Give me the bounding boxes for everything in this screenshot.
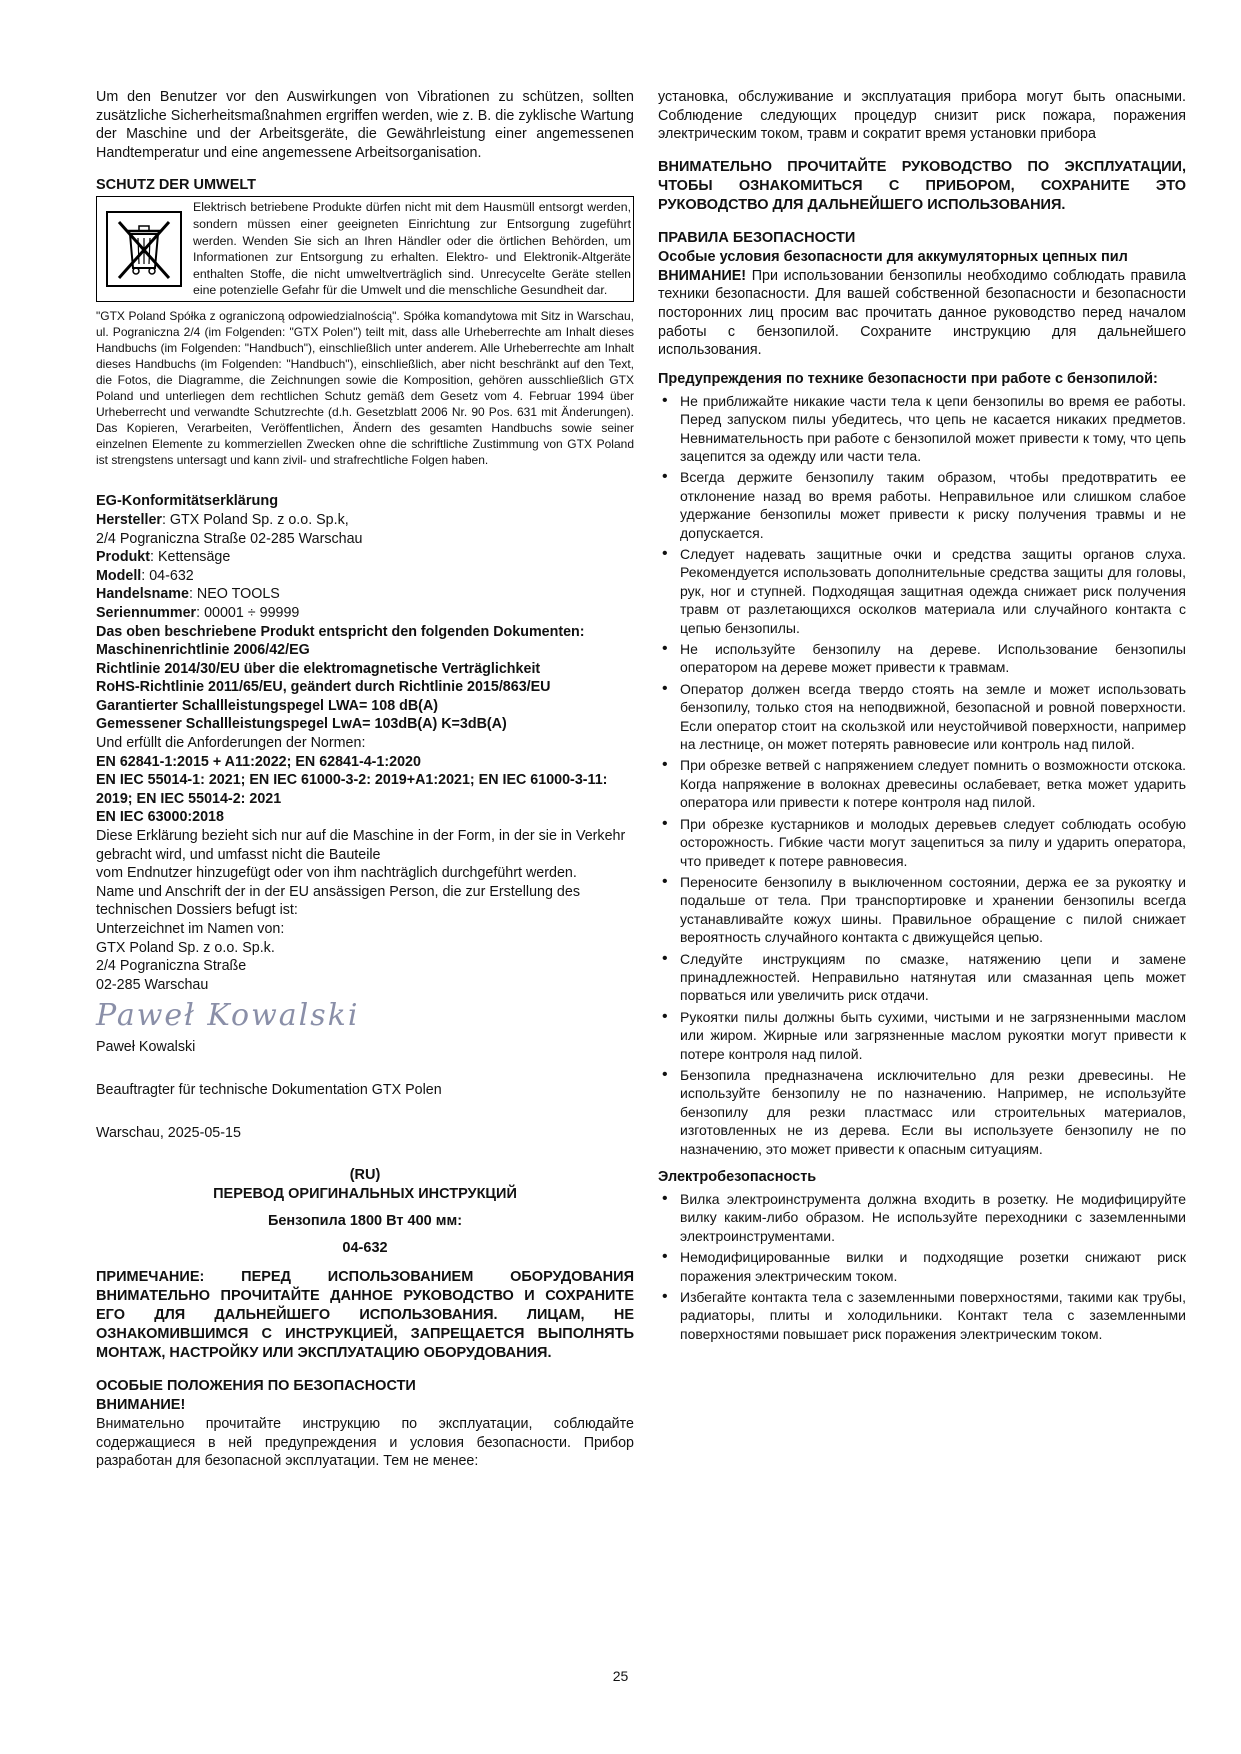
env-text: Elektrisch betriebene Produkte dürfen nicht mit dem Hausmüll entsorgt werden, sondern müssen einer geeigneten Einrichtung zur Entsorgung zugeführt werden. Wenden Sie sich an Ihren Händler oder die örtlichen Behörden, um Informationen zur Entsorgung zu erhalten. Elektro- und Elektronik-Altgeräte enthalten Stoffe, die nicht umweltverträglich sind. Unrecycelte Geräte stellen eine potenzielle Gefahr für die Umwelt und die menschliche Gesundheit dar.	[193, 200, 631, 298]
ru-translation-title: ПЕРЕВОД ОРИГИНАЛЬНЫХ ИНСТРУКЦИЙ	[213, 1186, 517, 1203]
crossed-out-wheelie-bin-icon	[99, 199, 189, 299]
norms-line-1: EN 62841-1:2015 + A11:2022; EN 62841-4-1:2020	[96, 753, 421, 770]
product-label: Produkt	[96, 549, 151, 566]
read-manual-heading: ВНИМАТЕЛЬНО ПРОЧИТАЙТЕ РУКОВОДСТВО ПО ЭКСПЛУАТАЦИИ, ЧТОБЫ ОЗНАКОМИТЬСЯ С ПРИБОРОМ, СОХРАНИТЕ ЭТО РУКОВОДСТВО ДЛЯ ДАЛЬНЕЙШЕГО ИСПОЛЬЗОВАНИЯ.	[658, 158, 1186, 213]
left-column	[96, 88, 634, 1471]
right-column	[658, 88, 1186, 1343]
list-item: • Не используйте бензопилу на дереве. Использование бензопилы оператором на дереве может привести к травмам.	[658, 640, 1186, 677]
intro-paragraph: установка, обслуживание и эксплуатация прибора могут быть опасными. Соблюдение следующих процедур снизит риск пожара, поражения электрическим током, травм и сократит время установки прибора	[658, 89, 1186, 143]
model-label: Modell	[96, 567, 142, 584]
directive-emc: Richtlinie 2014/30/EU über die elektromagnetische Verträglichkeit	[96, 660, 541, 677]
trade-label: Handelsname	[96, 586, 189, 603]
serial-label: Seriennummer	[96, 604, 197, 621]
ec-details	[96, 511, 634, 994]
sound-measured: Gemessener Schallleistungspegel LwA= 103dB(A) K=3dB(A)	[96, 716, 507, 733]
serial-line	[96, 604, 634, 623]
signer-role: Beauftragter für technische Dokumentation GTX Polen	[96, 1081, 442, 1098]
attention-label: ВНИМАНИЕ!	[658, 267, 747, 284]
company-city: 02-285 Warschau	[96, 976, 209, 993]
ru-special-text: Внимательно прочитайте инструкцию по эксплуатации, соблюдайте содержащиеся в ней предупреждения и условия безопасности. Прибор разработан для безопасной эксплуатации. Тем не менее:	[96, 1416, 634, 1470]
company-name: GTX Poland Sp. z o.o. Sp.k.	[96, 939, 275, 956]
trade-line	[96, 585, 634, 604]
list-item: • Следует надевать защитные очки и средства защиты органов слуха. Рекомендуется использовать дополнительные средства защиты для головы, рук, ног и ступней. Подходящая защитная одежда снижает риск получения травм от разлетающихся осколков материала или случайного контакта с цепью бензопилы.	[658, 545, 1186, 637]
manufacturer-label: Hersteller	[96, 511, 162, 528]
warnings-heading: Предупреждения по технике безопасности при работе с бензопилой:	[658, 370, 1158, 387]
ru-model: 04-632	[342, 1240, 388, 1257]
ru-note: ПРИМЕЧАНИЕ: ПЕРЕД ИСПОЛЬЗОВАНИЕМ ОБОРУДОВАНИЯ ВНИМАТЕЛЬНО ПРОЧИТАЙТЕ ДАННОЕ РУКОВОДСТВО И СОХРАНИТЕ ЕГО ДЛЯ ДАЛЬНЕЙШЕГО ИСПОЛЬЗОВАНИЯ. ЛИЦАМ, НЕ ОЗНАКОМИВШИМСЯ С ИНСТРУКЦИЕЙ, ЗАПРЕЩАЕТСЯ ВЫПОЛНЯТЬ МОНТАЖ, НАСТРОЙКУ ИЛИ ЭКСПЛУАТАЦИЮ ОБОРУДОВАНИЯ.	[96, 1269, 634, 1362]
manufacturer-line	[96, 511, 634, 530]
directive-machinery: Maschinenrichtlinie 2006/42/EG	[96, 642, 310, 659]
list-item: • Следуйте инструкциям по смазке, натяжению цепи и замене принадлежностей. Неправильно натянутая или смазанная цепь может порваться или увеличить риск отдачи.	[658, 950, 1186, 1005]
place-date: Warschau, 2025-05-15	[96, 1124, 241, 1141]
env-heading: SCHUTZ DER UMWELT	[96, 177, 257, 194]
sound-guaranteed: Garantierter Schallleistungspegel LWA= 108 dB(A)	[96, 697, 439, 714]
signed-on-behalf: Unterzeichnet im Namen von:	[96, 921, 285, 937]
ru-product-title: Бензопила 1800 Вт 400 мм:	[267, 1213, 463, 1230]
list-item: • Оператор должен всегда твердо стоять на земле и может использовать бензопилу, только стоя на неподвижной, безопасной и ровной поверхности. Если оператор стоит на скользкой или неустойчивой поверхности, например на лестнице, он может потерять равновесие или контроль над пилой.	[658, 680, 1186, 754]
ru-code: (RU)	[349, 1167, 381, 1184]
norms-intro: Und erfüllt die Anforderungen der Normen:	[96, 735, 366, 752]
model-line	[96, 567, 634, 586]
ru-attention: ВНИМАНИЕ!	[96, 1397, 186, 1414]
electrical-list	[658, 1190, 1186, 1343]
list-item: • Рукоятки пилы должны быть сухими, чистыми и не загрязненными маслом или жиром. Жирные или загрязненные маслом рукоятки могут привести к потере контроля над пилой.	[658, 1008, 1186, 1063]
list-item: • При обрезке кустарников и молодых деревьев следует соблюдать особую осторожность. Гибкие части могут зацепиться за пилу и ударить оператора, что приведет к потере равновесия.	[658, 815, 1186, 870]
ru-special-heading: ОСОБЫЕ ПОЛОЖЕНИЯ ПО БЕЗОПАСНОСТИ	[96, 1378, 416, 1395]
serial-value: : 00001 ÷ 99999	[196, 604, 300, 621]
battery-heading: Особые условия безопасности для аккумуляторных цепных пил	[658, 248, 1128, 265]
env-box	[96, 196, 634, 302]
warnings-list	[658, 392, 1186, 1158]
copyright-paragraph: "GTX Poland Spółka z ograniczoną odpowiedzialnością". Spółka komandytowa mit Sitz in Warschau, ul. Pograniczna 2/4 (im Folgenden: "GTX Polen") teilt mit, dass alle Urheberrechte am Inhalt dieses Handbuchs (im Folgenden: "Handbuch"), einschließlich unter anderem. Alle Urheberrechte am Inhalt dieses Handbuchs (im Folgenden: "Handbuch"), einschließlich, aber nicht beschränkt auf den Text, die Fotos, die Diagramme, die Zeichnungen sowie die Komposition, gehören ausschließlich GTX Poland und unterliegen dem rechtlichen Schutz gemäß dem Gesetz vom 4. Februar 1994 über Urheberrecht und verwandte Schutzrechte (d.h. Gesetzblatt 2006 Nr. 90 Pos. 631 mit Änderungen). Das Kopieren, Verarbeiten, Veröffentlichen, Ändern des gesamten Handbuchs sowie seiner einzelnen Elemente zu kommerziellen Zwecken ohne die schriftliche Zustimmung von GTX Poland ist strengstens untersagt und kann zivil- und strafrechtliche Folgen haben.	[96, 308, 634, 467]
list-item: • Бензопила предназначена исключительно для резки древесины. Не используйте бензопилу не по назначению. Например, не используйте бензопилу для резки пластмасс или строительных материалов, изготовленных не из дерева. Если вы используете бензопилу не по назначению, это может привести к опасным ситуациям.	[658, 1066, 1186, 1158]
norms-line-3: EN IEC 63000:2018	[96, 809, 224, 826]
product-line	[96, 548, 634, 567]
attention-text: При использовании бензопилы необходимо соблюдать правила техники безопасности. Для вашей собственной безопасности и безопасности посторонних лиц просим вас прочитать данное руководство перед началом работы с бензопилой. Сохраните инструкцию для дальнейшего использования.	[658, 267, 1186, 359]
electrical-heading: Электробезопасность	[658, 1169, 817, 1185]
signature: Paweł Kowalski	[96, 998, 360, 1034]
norms-line-2: EN IEC 55014-1: 2021; EN IEC 61000-3-2: 2019+A1:2021; EN IEC 61000-3-11: 2019; EN IEC 55014-2: 2021	[96, 772, 608, 807]
attention-paragraph	[658, 267, 1186, 360]
page-number: 25	[612, 1668, 629, 1684]
vibration-paragraph: Um den Benutzer vor den Auswirkungen von Vibrationen zu schützen, sollten zusätzliche Sicherheitsmaßnahmen ergriffen werden, wie z. B. die zyklische Wartung der Maschine und der Arbeitsgeräte, die Gewährleistung einer angemessenen Handtemperatur und eine angemessene Arbeitsorganisation.	[96, 89, 634, 161]
dossier-text: Name und Anschrift der in der EU ansässigen Person, die zur Erstellung des technischen Dossiers befugt ist:	[96, 883, 580, 919]
list-item: • Немодифицированные вилки и подходящие розетки снижают риск поражения электрическим током.	[658, 1248, 1186, 1285]
list-item: • При обрезке ветвей с напряжением следует помнить о возможности отскока. Когда напряжение в волокнах древесины ослабевает, ветка может ударить оператора или привести к потере контроля над пилой.	[658, 756, 1186, 811]
list-item: • Избегайте контакта тела с заземленными поверхностями, такими как трубы, радиаторы, плиты и холодильники. Контакт тела с заземленными поверхностями повышает риск поражения электрическим током.	[658, 1288, 1186, 1343]
declaration-scope-2: vom Endnutzer hinzugefügt oder von ihm nachträglich durchgeführt werden.	[96, 865, 577, 882]
trade-value: : NEO TOOLS	[188, 586, 280, 603]
signer-name: Paweł Kowalski	[96, 1039, 196, 1056]
model-value: : 04-632	[141, 567, 194, 584]
list-item: • Не приближайте никакие части тела к цепи бензопилы во время ее работы. Перед запуском пилы убедитесь, что цепь не касается никаких предметов. Невнимательность при работе с бензопилой может привести к тому, что цепь зацепится за одежду или части тела.	[658, 392, 1186, 466]
manufacturer-value: : GTX Poland Sp. z o.o. Sp.k,	[161, 511, 349, 528]
safety-rules-heading: ПРАВИЛА БЕЗОПАСНОСТИ	[658, 229, 856, 246]
list-item: • Вилка электроинструмента должна входить в розетку. Не модифицируйте вилку каким-либо образом. Не используйте переходники с заземленными электроинструментами.	[658, 1190, 1186, 1245]
ec-heading: EG-Konformitätserklärung	[96, 492, 279, 509]
list-item: • Всегда держите бензопилу таким образом, чтобы предотвратить ее отклонение назад во время работы. Неправильное или слишком слабое удержание бензопилы может привести к риску получения травмы и не допускается.	[658, 468, 1186, 542]
manufacturer-address: 2/4 Pograniczna Straße 02-285 Warschau	[96, 530, 363, 547]
conformity-statement: Das oben beschriebene Produkt entspricht den folgenden Dokumenten:	[96, 623, 585, 640]
list-item: • Переносите бензопилу в выключенном состоянии, держа ее за рукоятку и подальше от тела. При транспортировке и хранении бензопилы всегда устанавливайте кожух шины. Правильное обращение с пилой снижает вероятность случайного контакта с движущейся цепью.	[658, 873, 1186, 947]
declaration-scope: Diese Erklärung bezieht sich nur auf die Maschine in der Form, in der sie in Verkehr gebracht wird, und umfasst nicht die Bauteile	[96, 828, 626, 863]
directive-rohs: RoHS-Richtlinie 2011/65/EU, geändert durch Richtlinie 2015/863/EU	[96, 679, 551, 696]
company-street: 2/4 Pograniczna Straße	[96, 958, 247, 975]
product-value: : Kettensäge	[150, 549, 231, 566]
